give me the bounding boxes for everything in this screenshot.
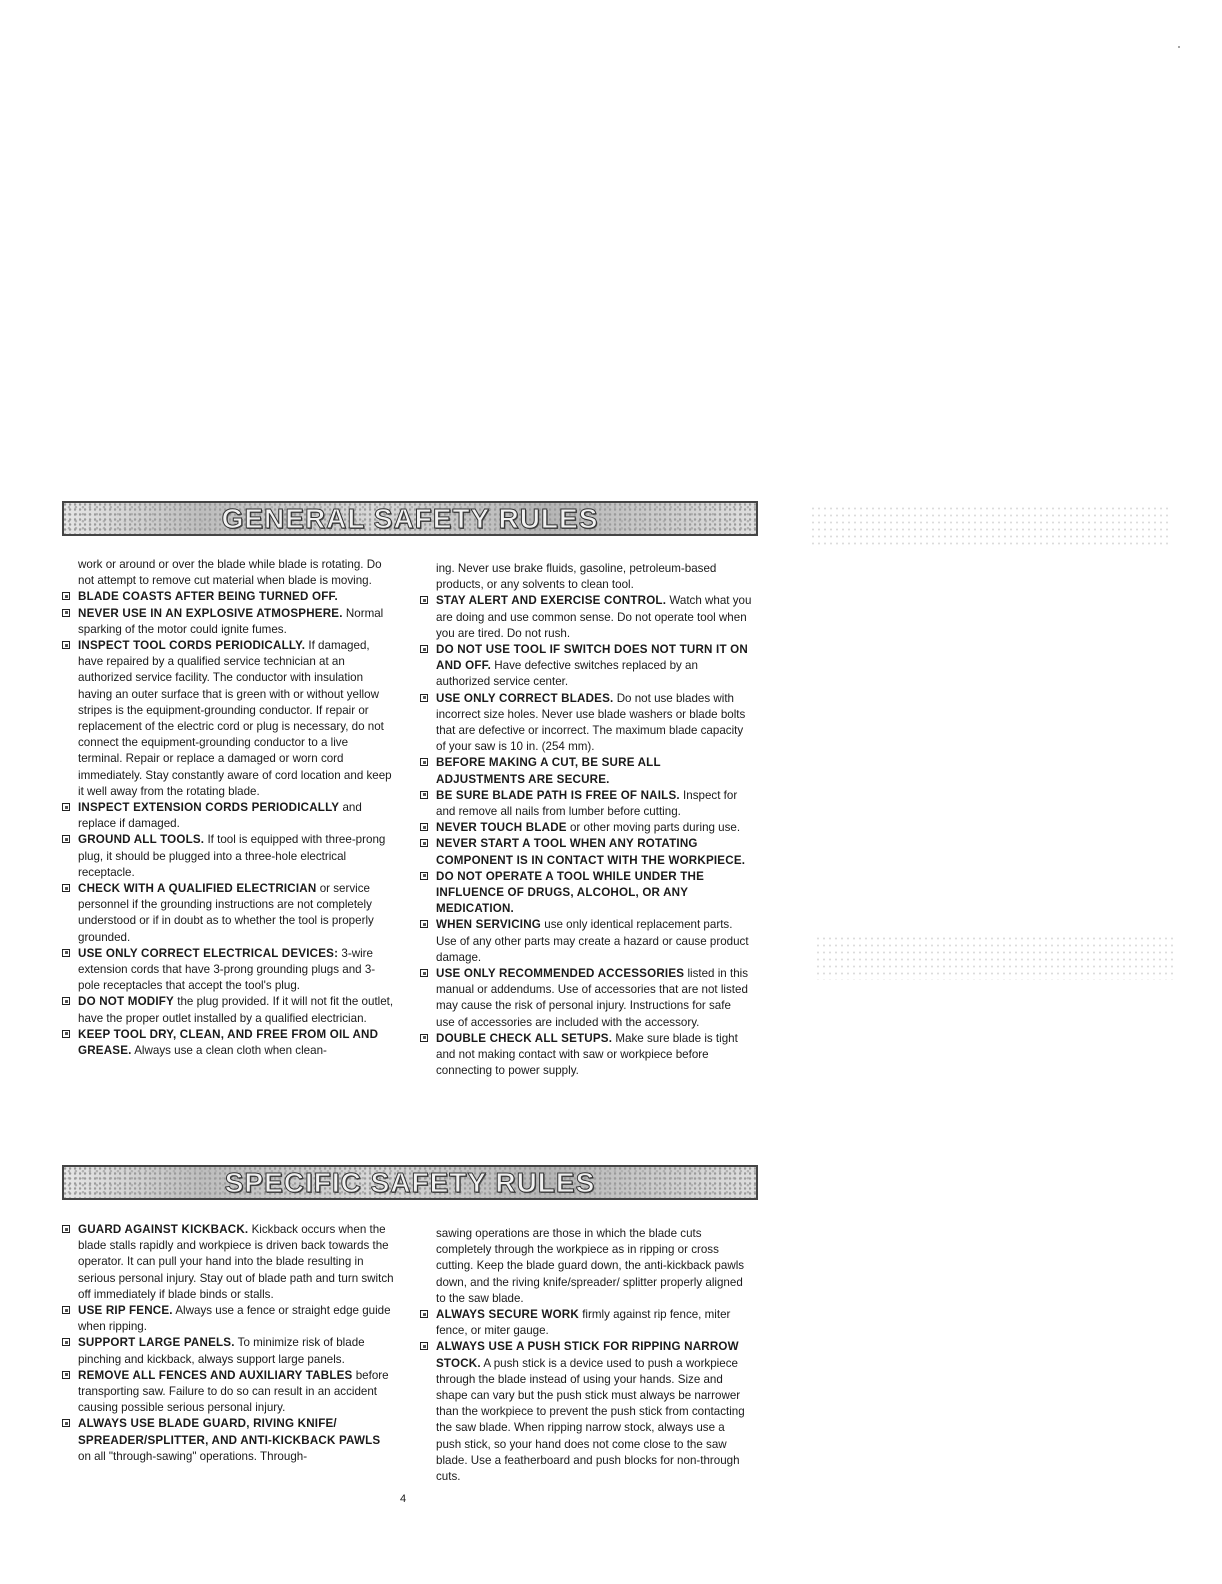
- checkbox-bullet-icon: [62, 949, 70, 957]
- rule-item: [420, 1339, 752, 1485]
- checkbox-bullet-icon: [62, 1030, 70, 1038]
- rule-item: [62, 1368, 394, 1417]
- rule-text: 3-wire extension cords that have 3-prong grounding plugs and 3-pole receptacles that accept the tool's plug.: [78, 946, 376, 993]
- rule-text: To minimize risk of blade pinching and kickback, always support large panels.: [78, 1336, 365, 1366]
- section-title: GENERAL SAFETY RULES: [221, 502, 599, 534]
- checkbox-bullet-icon: [420, 791, 428, 799]
- rule-heading: BEFORE MAKING A CUT, BE SURE ALL ADJUSTMENTS ARE SECURE.: [436, 756, 661, 786]
- rule-heading: ALWAYS USE BLADE GUARD, RIVING KNIFE/ SPREADER/SPLITTER, AND ANTI-KICKBACK PAWLS: [78, 1417, 381, 1447]
- continued-paragraph: [420, 561, 752, 593]
- rule-item: [62, 638, 394, 800]
- rule-item: [62, 1416, 394, 1465]
- general-rules-left-column: [62, 557, 394, 1059]
- rule-heading: DO NOT OPERATE A TOOL WHILE UNDER THE INFLUENCE OF DRUGS, ALCOHOL, OR ANY MEDICATION.: [436, 869, 705, 916]
- rule-heading: NEVER TOUCH BLADE: [436, 821, 567, 835]
- rule-heading: SUPPORT LARGE PANELS.: [78, 1336, 235, 1350]
- rule-heading: BE SURE BLADE PATH IS FREE OF NAILS.: [436, 788, 680, 802]
- rule-text: Normal sparking of the motor could ignite fumes.: [78, 606, 384, 636]
- checkbox-bullet-icon: [62, 1306, 70, 1314]
- rule-heading: DO NOT USE TOOL IF SWITCH DOES NOT TURN IT ON AND OFF.: [436, 643, 748, 673]
- checkbox-bullet-icon: [420, 872, 428, 880]
- rule-item: [420, 593, 752, 642]
- rule-heading: DO NOT MODIFY: [78, 995, 174, 1009]
- rule-item: [420, 820, 752, 836]
- rule-item: [62, 994, 394, 1026]
- rule-item: [62, 1027, 394, 1059]
- checkbox-bullet-icon: [420, 920, 428, 928]
- rule-item: [420, 788, 752, 820]
- checkbox-bullet-icon: [62, 835, 70, 843]
- rule-item: [420, 917, 752, 966]
- rule-text: on all "through-sawing" operations. Through-: [78, 1449, 308, 1463]
- checkbox-bullet-icon: [62, 592, 70, 600]
- rule-heading: NEVER START A TOOL WHEN ANY ROTATING COMPONENT IS IN CONTACT WITH THE WORKPIECE.: [436, 837, 746, 867]
- rule-item: [420, 836, 752, 868]
- rule-item: [62, 946, 394, 995]
- checkbox-bullet-icon: [62, 1371, 70, 1379]
- rule-heading: USE ONLY CORRECT ELECTRICAL DEVICES:: [78, 946, 339, 960]
- scan-speck: [1178, 46, 1180, 48]
- rule-item: [62, 1303, 394, 1335]
- rule-heading: USE RIP FENCE.: [78, 1304, 173, 1318]
- checkbox-bullet-icon: [420, 1310, 428, 1318]
- scan-noise: [815, 935, 1175, 980]
- rule-heading: STAY ALERT AND EXERCISE CONTROL.: [436, 594, 667, 608]
- checkbox-bullet-icon: [62, 1225, 70, 1233]
- rule-item: [420, 642, 752, 691]
- rule-text: the plug provided. If it will not fit the outlet, have the proper outlet installed by a qualified electrician.: [78, 995, 394, 1025]
- checkbox-bullet-icon: [420, 823, 428, 831]
- rule-heading: KEEP TOOL DRY, CLEAN, AND FREE FROM OIL AND GREASE.: [78, 1027, 379, 1058]
- rule-item: [420, 691, 752, 756]
- rule-heading: BLADE COASTS AFTER BEING TURNED OFF.: [78, 590, 338, 604]
- rule-text: and replace if damaged.: [78, 801, 362, 831]
- general-safety-rules-banner: [62, 501, 758, 536]
- rule-item: [62, 832, 394, 881]
- rule-item: [62, 1335, 394, 1367]
- rule-item: [420, 966, 752, 1031]
- rule-heading: ALWAYS USE A PUSH STICK FOR RIPPING NARROW STOCK.: [436, 1340, 739, 1370]
- specific-rules-right-column: [420, 1226, 752, 1485]
- specific-safety-rules-banner: [62, 1165, 758, 1200]
- rule-text: If tool is equipped with three-prong plug, it should be plugged into a three-hole electrical receptacle.: [78, 833, 386, 879]
- checkbox-bullet-icon: [420, 758, 428, 766]
- rule-item: [420, 755, 752, 787]
- rule-text: or service personnel if the grounding instructions are not completely understood or if in doubt as to whether the tool is properly grounded.: [78, 882, 374, 944]
- rule-heading: USE ONLY RECOMMENDED ACCESSORIES: [436, 967, 685, 981]
- rule-heading: WHEN SERVICING: [436, 918, 542, 932]
- rule-item: [62, 589, 394, 605]
- rule-text: listed in this manual or addendums. Use of accessories that are not listed may cause the risk of personal injury. Instructions for safe use of accessories are included with the accessory.: [436, 967, 749, 1029]
- checkbox-bullet-icon: [420, 1034, 428, 1042]
- rule-text: Always use a clean cloth when clean-: [134, 1044, 327, 1058]
- rule-text: firmly against rip fence, miter fence, or miter gauge.: [436, 1308, 731, 1338]
- checkbox-bullet-icon: [62, 884, 70, 892]
- checkbox-bullet-icon: [420, 969, 428, 977]
- continued-paragraph: [420, 1226, 752, 1307]
- checkbox-bullet-icon: [420, 1342, 428, 1350]
- checkbox-bullet-icon: [62, 1419, 70, 1427]
- scan-noise: [810, 505, 1170, 545]
- section-title: SPECIFIC SAFETY RULES: [224, 1166, 596, 1198]
- continued-paragraph: [62, 557, 394, 589]
- checkbox-bullet-icon: [62, 997, 70, 1005]
- rule-text: use only identical replacement parts. Use of any other parts may create a hazard or cause product damage.: [436, 918, 749, 964]
- rule-item: [420, 869, 752, 918]
- checkbox-bullet-icon: [420, 645, 428, 653]
- page-number: 4: [400, 1493, 407, 1505]
- rule-text: or other moving parts during use.: [569, 821, 741, 835]
- rule-text: Watch what you are doing and use common sense. Do not operate tool when you are tired. Do not rush.: [436, 594, 752, 640]
- specific-rules-left-column: [62, 1222, 394, 1465]
- rule-heading: GUARD AGAINST KICKBACK.: [78, 1223, 249, 1236]
- checkbox-bullet-icon: [62, 609, 70, 617]
- checkbox-bullet-icon: [62, 803, 70, 811]
- checkbox-bullet-icon: [420, 596, 428, 604]
- checkbox-bullet-icon: [62, 641, 70, 649]
- general-rules-right-column: [420, 561, 752, 1080]
- checkbox-bullet-icon: [420, 694, 428, 702]
- checkbox-bullet-icon: [420, 839, 428, 847]
- checkbox-bullet-icon: [62, 1338, 70, 1346]
- rule-item: [62, 800, 394, 832]
- rule-item: [420, 1307, 752, 1339]
- rule-text: A push stick is a device used to push a workpiece through the blade instead of using your hands. Size and shape can vary but the push stick must always be narrower than the workpiece to prevent the push stick from contacting the saw blade. When ripping narrow stock, always use a push stick, so your hand does not come close to the saw blade. Use a featherboard and push blocks for non-through cuts.: [436, 1356, 745, 1484]
- rule-text: ing. Never use brake fluids, gasoline, petroleum-based products, or any solvents to clean tool.: [436, 562, 717, 592]
- rule-text: Make sure blade is tight and not making contact with saw or workpiece before connecting to power supply.: [436, 1031, 738, 1078]
- rule-heading: USE ONLY CORRECT BLADES.: [436, 691, 614, 705]
- rule-heading: NEVER USE IN AN EXPLOSIVE ATMOSPHERE.: [78, 606, 343, 620]
- rule-text: before transporting saw. Failure to do so can result in an accident causing possible serious personal injury.: [78, 1368, 389, 1415]
- rule-heading: DOUBLE CHECK ALL SETUPS.: [436, 1031, 613, 1045]
- rule-text: Have defective switches replaced by an authorized service center.: [436, 659, 698, 689]
- rule-item: [62, 881, 394, 946]
- rule-text: sawing operations are those in which the blade cuts completely through the workpiece as in ripping or cross cutting. Keep the blade guard down, the anti-kickback pawls down, and the riving knife/spreader/ splitter properly aligned to the saw blade.: [436, 1227, 745, 1305]
- rule-heading: INSPECT TOOL CORDS PERIODICALLY.: [78, 639, 306, 653]
- rule-item: [62, 606, 394, 638]
- rule-heading: ALWAYS SECURE WORK: [436, 1308, 579, 1322]
- rule-text: Always use a fence or straight edge guide when ripping.: [78, 1304, 391, 1334]
- rule-text: Kickback occurs when the blade stalls rapidly and workpiece is driven back towards the operator. It can pull your hand into the blade resulting in serious personal injury. Stay out of blade path and turn switch off immediately if blade binds or stalls.: [78, 1223, 394, 1301]
- rule-text: Inspect for and remove all nails from lumber before cutting.: [436, 788, 738, 819]
- rule-text: work or around or over the blade while blade is rotating. Do not attempt to remove cut material when blade is moving.: [78, 558, 382, 588]
- rule-heading: CHECK WITH A QUALIFIED ELECTRICIAN: [78, 882, 317, 896]
- rule-heading: REMOVE ALL FENCES AND AUXILIARY TABLES: [78, 1368, 353, 1382]
- rule-text: Do not use blades with incorrect size holes. Never use blade washers or blade bolts that are defective or incorrect. The maximum blade capacity of your saw is 10 in. (254 mm).: [436, 691, 746, 754]
- rule-item: [62, 1222, 394, 1303]
- rule-heading: INSPECT EXTENSION CORDS PERIODICALLY: [78, 801, 340, 815]
- rule-text: If damaged, have repaired by a qualified service technician at an authorized service facility. The conductor with insulation having an outer surface that is green with or without yellow stripes is the equipment-grounding conductor. If repair or replacement of the electric cord or plug is necessary, do not connect the equipment-grounding conductor to a live terminal. Repair or replace a damaged or worn cord immediately. Stay constantly aware of cord location and keep it well away from the rotating blade.: [78, 639, 392, 798]
- rule-item: [420, 1031, 752, 1080]
- rule-heading: GROUND ALL TOOLS.: [78, 833, 205, 847]
